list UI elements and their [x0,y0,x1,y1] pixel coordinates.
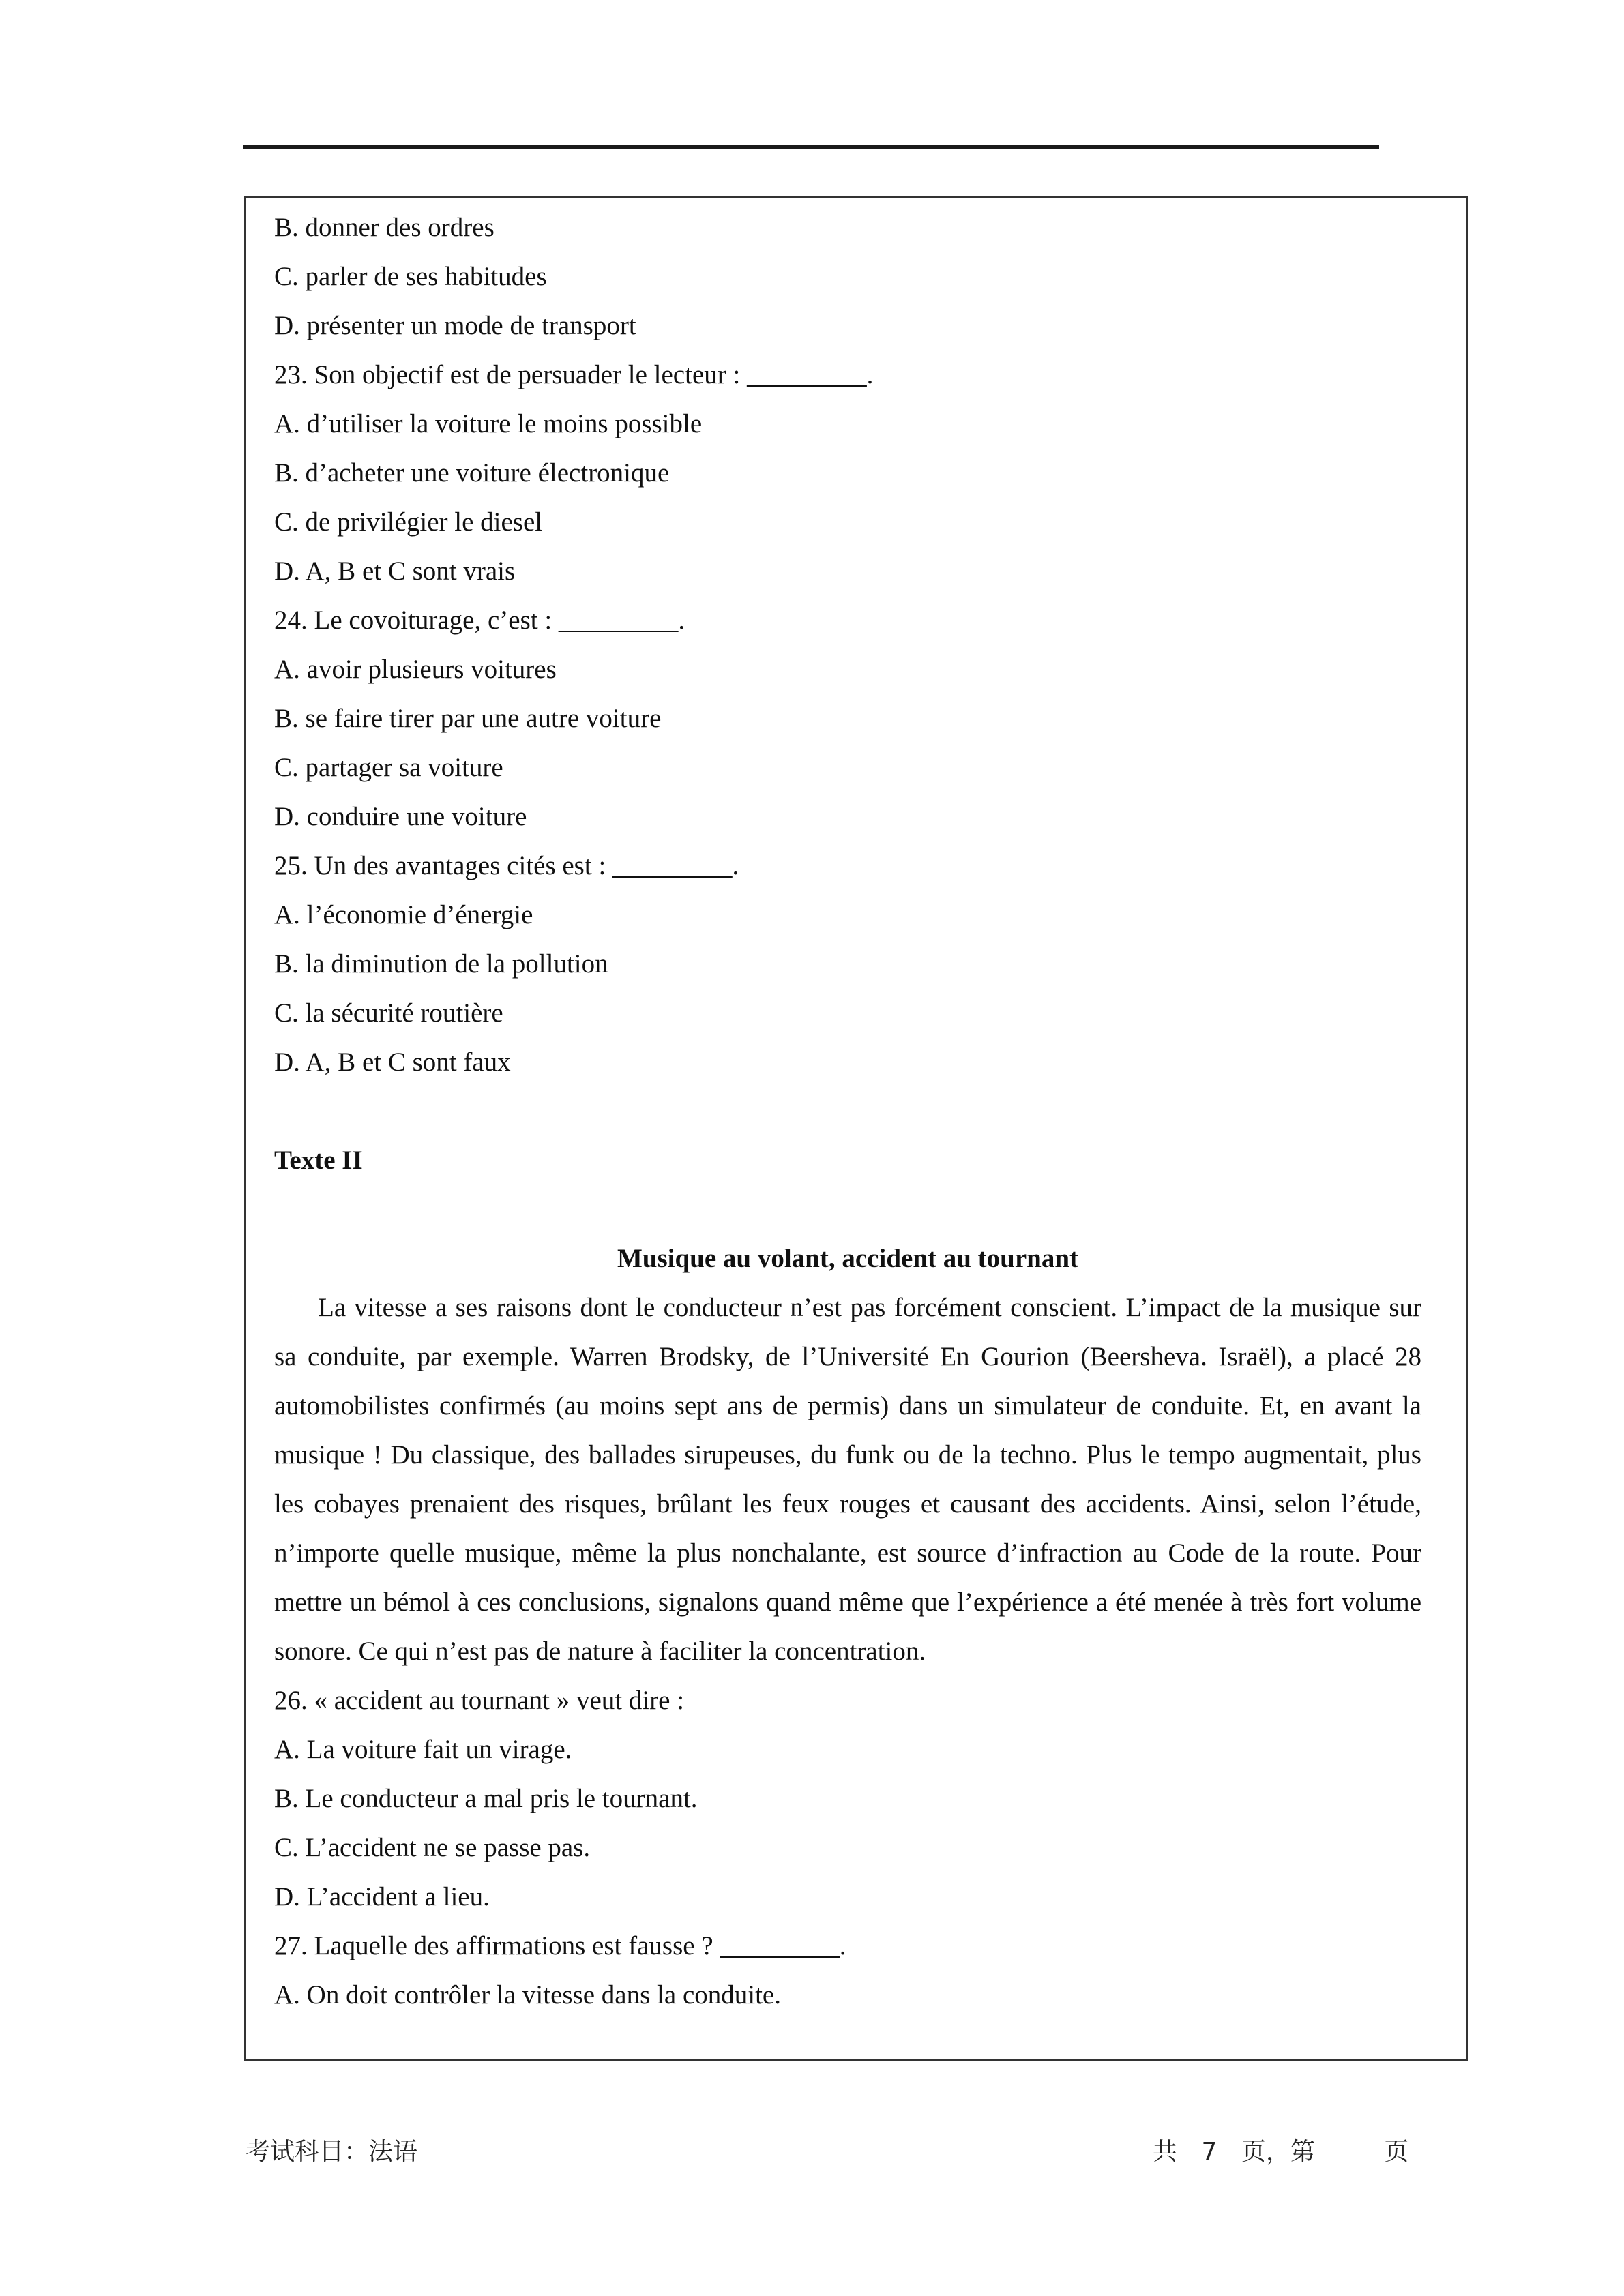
option-c-23: C. de privilégier le diesel [274,507,543,537]
option-a-27: A. On doit contrôler la vitesse dans la conduite. [274,1980,781,2010]
option-b-22: B. donner des ordres [274,213,494,242]
article-title: Musique au volant, accident au tournant [617,1244,1079,1273]
footer-page-end: 页 [1384,2138,1409,2166]
option-d-24: D. conduire une voiture [274,802,527,831]
footer-subject: 考试科目：法语 [246,2138,418,2166]
option-b-25: B. la diminution de la pollution [274,949,608,979]
option-c-22: C. parler de ses habitudes [274,262,547,291]
spacer [274,1185,1421,1234]
question-24: 24. Le covoiturage, c’est : _________. [274,606,685,635]
question-27: 27. Laquelle des affirmations est fausse ? _________. [274,1931,846,1960]
option-c-25: C. la sécurité routière [274,998,503,1028]
option-d-23: D. A, B et C sont vrais [274,556,516,586]
option-b-23: B. d’acheter une voiture électronique [274,458,670,488]
section-heading: Texte II [274,1146,363,1175]
spacer [274,1087,1421,1136]
question-content [274,203,1421,2020]
option-a-26: A. La voiture fait un virage. [274,1735,572,1764]
footer-page-suffix: 页，第 [1241,2138,1315,2166]
option-a-23: A. d’utiliser la voiture le moins possible [274,409,703,438]
footer-page-info [1153,2133,1408,2171]
option-b-26: B. Le conducteur a mal pris le tournant. [274,1784,698,1813]
question-26: 26. « accident au tournant » veut dire : [274,1686,685,1715]
option-a-25: A. l’économie d’énergie [274,900,533,929]
option-a-24: A. avoir plusieurs voitures [274,655,557,684]
question-25: 25. Un des avantages cités est : _________. [274,851,739,880]
option-d-26: D. L’accident a lieu. [274,1882,490,1911]
option-c-24: C. partager sa voiture [274,753,503,782]
article-paragraph: La vitesse a ses raisons dont le conducteur n’est pas forcément conscient. L’impact de la musique sur sa conduite, par exemple. Warren Brodsky, de l’Université En Gourion (Beersheva. Israël), a placé 28 automobilistes confirmés (au moins sept ans de permis) dans un simulateur de conduite. Et, en avant la musique ! Du classique, des ballades sirupeuses, du funk ou de la techno. Plus le tempo augmentait, plus les cobayes prenaient des risques, brûlant les feux rouges et causant des accidents. Ainsi, selon l’étude, n’importe quelle musique, même la plus nonchalante, est source d’infraction au Code de la route. Pour mettre un bémol à ces conclusions, signalons quand même que l’expérience a été menée à très fort volume sonore. Ce qui n’est pas de nature à faciliter la concentration. [274,1293,1421,1666]
footer-total-prefix: 共 [1153,2138,1178,2166]
option-c-26: C. L’accident ne se passe pas. [274,1833,591,1862]
question-23: 23. Son objectif est de persuader le lecteur : _________. [274,360,874,389]
option-d-22: D. présenter un mode de transport [274,311,636,340]
header-rule [243,145,1379,149]
option-d-25: D. A, B et C sont faux [274,1047,511,1077]
option-b-24: B. se faire tirer par une autre voiture [274,704,662,733]
footer-total-pages: 7 [1201,2138,1217,2166]
